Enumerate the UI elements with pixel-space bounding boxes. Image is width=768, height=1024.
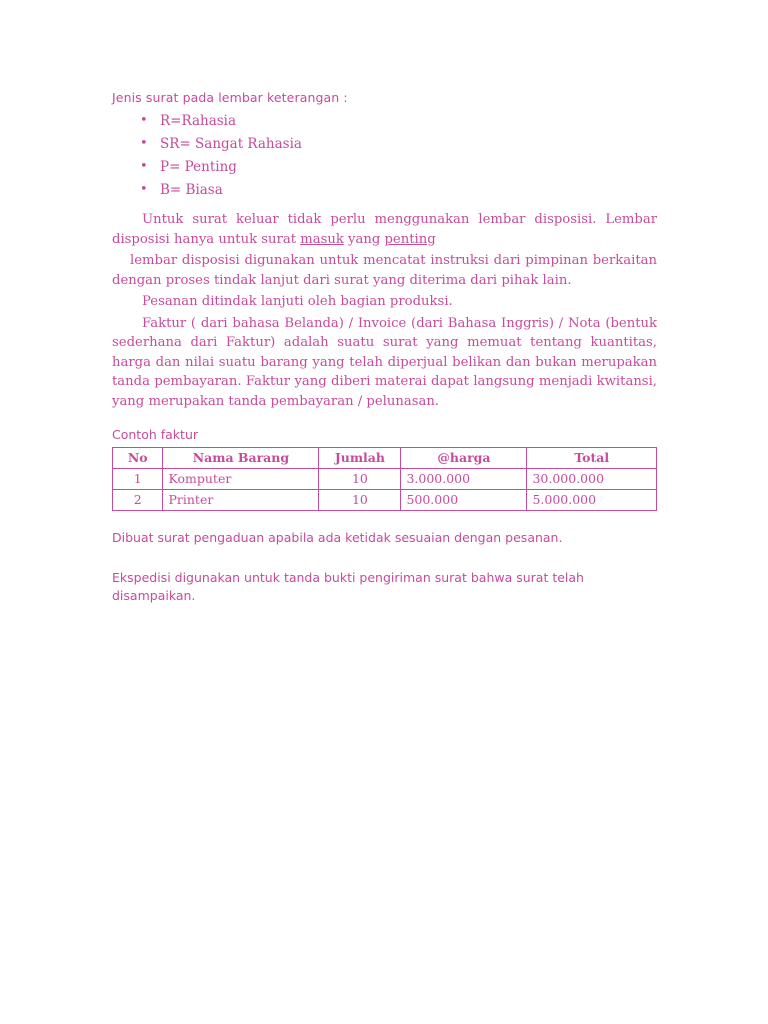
cell-nama: Printer: [163, 490, 319, 511]
document-content: [112, 90, 657, 605]
bullet-icon: •: [140, 136, 148, 151]
paragraph-faktur: Faktur ( dari bahasa Belanda) / Invoice (dari Bahasa Inggris) / Nota (bentuk sederhana dari Faktur) adalah suatu surat yang memuat tentang kuantitas, harga dan nilai suatu barang yang telah diperjual belikan dan bukan merupakan tanda pembayaran. Faktur yang diberi materai dapat langsung menjadi kwitansi, yang merupakan tanda pembayaran / pelunasan.: [112, 315, 657, 409]
list-item: [112, 180, 657, 200]
list-item: [112, 157, 657, 177]
underlined-word-masuk: masuk: [300, 231, 344, 247]
paragraph-ekspedisi: Ekspedisi digunakan untuk tanda bukti pengiriman surat bahwa surat telah disampaikan.: [112, 570, 584, 603]
column-header-total: Total: [527, 448, 657, 469]
cell-no: 2: [113, 490, 163, 511]
paragraph-pesanan: Pesanan ditindak lanjuti oleh bagian produksi.: [142, 294, 453, 309]
table-row: [113, 490, 657, 511]
table-header-row: [113, 448, 657, 469]
cell-jumlah: 10: [319, 490, 401, 511]
paragraph-text-part2: yang: [343, 231, 385, 247]
column-header-harga: @harga: [401, 448, 527, 469]
bullet-icon: •: [140, 182, 148, 197]
list-item-label: P= Penting: [160, 159, 237, 175]
intro-line: Jenis surat pada lembar keterangan :: [112, 90, 348, 105]
cell-total: 30.000.000: [527, 469, 657, 490]
faktur-table: [112, 447, 657, 511]
column-header-jumlah: Jumlah: [319, 448, 401, 469]
underlined-word-penting: penting: [384, 231, 436, 247]
cell-nama: Komputer: [163, 469, 319, 490]
paragraph-text-part1: Untuk surat keluar tidak perlu menggunakan lembar disposisi. Lembar disposisi hanya untuk surat: [112, 212, 657, 247]
letter-type-list: [112, 111, 657, 200]
paragraph-instruksi: lembar disposisi digunakan untuk mencatat instruksi dari pimpinan berkaitan dengan proses tindak lanjut dari surat yang diterima dari pihak lain.: [112, 253, 657, 288]
list-item-label: SR= Sangat Rahasia: [160, 136, 302, 152]
paragraph-disposisi: [112, 210, 657, 249]
cell-jumlah: 10: [319, 469, 401, 490]
table-row: [113, 469, 657, 490]
cell-total: 5.000.000: [527, 490, 657, 511]
list-item: [112, 111, 657, 131]
table-caption: Contoh faktur: [112, 427, 199, 442]
column-header-nama-barang: Nama Barang: [163, 448, 319, 469]
cell-no: 1: [113, 469, 163, 490]
list-item: [112, 134, 657, 154]
cell-harga: 500.000: [401, 490, 527, 511]
paragraph-pengaduan: Dibuat surat pengaduan apabila ada ketidak sesuaian dengan pesanan.: [112, 530, 563, 545]
list-item-label: R=Rahasia: [160, 113, 237, 129]
list-item-label: B= Biasa: [160, 182, 223, 198]
column-header-no: No: [113, 448, 163, 469]
bullet-icon: •: [140, 159, 148, 174]
bullet-icon: •: [140, 113, 148, 128]
cell-harga: 3.000.000: [401, 469, 527, 490]
